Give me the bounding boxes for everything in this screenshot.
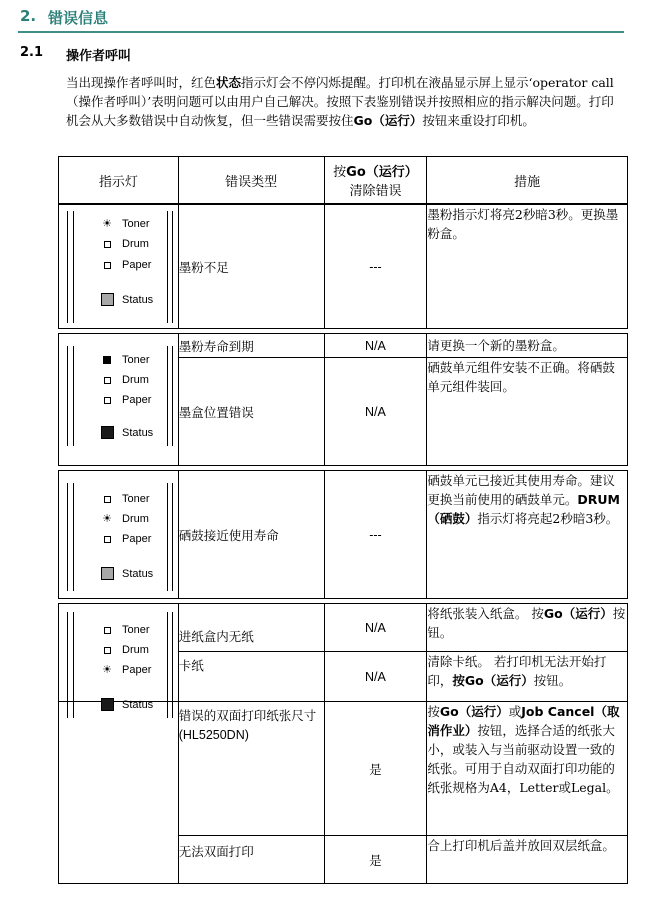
action-cell: 将纸张装入纸盒。 按Go（运行）按钮。: [427, 604, 628, 652]
light-off-icon: [104, 397, 111, 404]
error-type-cell: 错误的双面打印纸张尺寸 (HL5250DN): [178, 702, 324, 836]
subsection-number: 2.1: [20, 45, 44, 60]
error-type-cell: 墨粉寿命到期: [178, 334, 324, 358]
indicator-cell: Toner Drum Paper Status: [59, 334, 179, 466]
subsection-title: 操作者呼叫: [66, 49, 132, 64]
table-row: [59, 836, 628, 884]
error-type-cell: 无法双面打印: [178, 836, 324, 884]
error-type-cell: 墨盒位置错误: [178, 358, 324, 466]
light-off-icon: [104, 536, 111, 543]
header-row: [59, 157, 628, 204]
indicator-cell-empty: [59, 836, 179, 884]
action-cell: 按Go（运行）或Job Cancel（取消作业）按钮，选择合适的纸张大小，或装入与当前驱动设置一致的纸张。可用于自动双面打印功能的纸张规格为A4，Letter或Legal。: [427, 702, 628, 836]
light-off-icon: [104, 647, 111, 654]
error-type-cell: 墨粉不足: [178, 205, 324, 329]
clear-cell: N/A: [324, 358, 427, 466]
action-cell: 合上打印机后盖并放回双层纸盒。: [427, 836, 628, 884]
light-on-icon: [103, 356, 111, 364]
section-number: 2.: [20, 7, 37, 25]
error-type-cell: 硒鼓接近使用寿命: [178, 471, 324, 599]
clear-cell: N/A: [324, 604, 427, 652]
indicator-cell: Toner Drum ☀ Paper Status: [59, 604, 179, 702]
table-row: [59, 702, 628, 836]
header-action: 措施: [427, 157, 628, 204]
clear-cell: ---: [324, 471, 427, 599]
error-table: [58, 156, 628, 884]
indicator-cell-empty: [59, 702, 179, 836]
table-row: [59, 205, 628, 329]
action-cell: 硒鼓单元已接近其使用寿命。建议更换当前使用的硒鼓单元。DRUM（硒鼓）指示灯将亮起2秒暗3秒。: [427, 471, 628, 599]
status-light-icon: [101, 293, 114, 306]
action-cell: 请更换一个新的墨粉盒。: [427, 334, 628, 358]
clear-cell: N/A: [324, 334, 427, 358]
light-off-icon: [104, 377, 111, 384]
table-row: [59, 334, 628, 358]
light-off-icon: [104, 496, 111, 503]
light-off-icon: [104, 262, 111, 269]
blinking-light-icon: ☀: [102, 664, 112, 676]
error-type-cell: 进纸盒内无纸: [178, 604, 324, 652]
section-header: [0, 0, 664, 34]
blinking-light-icon: ☀: [102, 513, 112, 525]
header-clear: 按Go（运行） 清除错误: [324, 157, 427, 204]
clear-cell: N/A: [324, 652, 427, 702]
clear-cell: 是: [324, 836, 427, 884]
light-off-icon: [104, 627, 111, 634]
error-type-cell: 卡纸: [178, 652, 324, 702]
clear-cell: ---: [324, 205, 427, 329]
clear-cell: 是: [324, 702, 427, 836]
status-light-icon: [101, 426, 114, 439]
status-light-icon: [101, 698, 114, 711]
section-title: 错误信息: [48, 9, 109, 27]
table-row: [59, 471, 628, 599]
action-cell: 清除卡纸。 若打印机无法开始打印，按Go（运行）按钮。: [427, 652, 628, 702]
header-rule: [18, 31, 624, 33]
light-off-icon: [104, 241, 111, 248]
indicator-cell: Toner ☀ Drum Paper Status: [59, 471, 179, 599]
action-cell: 墨粉指示灯将亮2秒暗3秒。更换墨粉盒。: [427, 205, 628, 329]
header-error-type: 错误类型: [178, 157, 324, 204]
blinking-light-icon: ☀: [102, 218, 112, 230]
table-row: [59, 604, 628, 652]
indicator-cell: ☀ Toner Drum Paper Status: [59, 205, 179, 329]
action-cell: 硒鼓单元组件安装不正确。将硒鼓单元组件装回。: [427, 358, 628, 466]
header-indicator: 指示灯: [59, 157, 179, 204]
status-light-icon: [101, 567, 114, 580]
intro-paragraph: 当出现操作者呼叫时，红色状态指示灯会不停闪烁提醒。打印机在液晶显示屏上显示‘operator call（操作者呼叫）’表明问题可以由用户自己解决。按照下表鉴别错误并按照相应的指示解决问题。打印机会从大多数错误中自动恢复，但一些错误需要按住Go（运行）按钮来重设打印机。: [66, 75, 614, 128]
